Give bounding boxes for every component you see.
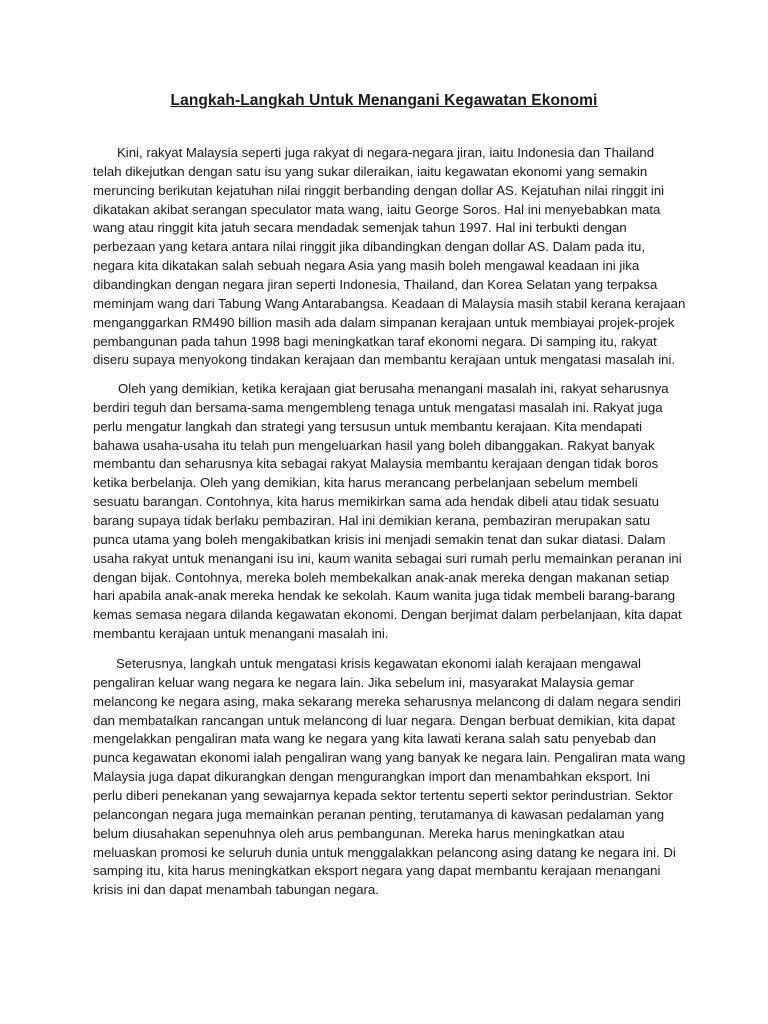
paragraph-line: perbezaan yang ketara antara nilai ringgit jika dibandingkan dengan dollar AS. Dalam pada itu, bbox=[93, 239, 646, 255]
paragraph-line: berdiri teguh dan bersama-sama mengembleng tenaga untuk mengatasi masalah ini. Rakyat juga bbox=[93, 399, 663, 415]
paragraph-line: pembangunan pada tahun 1998 bagi meningkatkan taraf ekonomi negara. Di samping itu, rakyat bbox=[93, 333, 657, 349]
paragraph-line: melancong ke negara asing, maka sekarang mereka seharusnya melancong di dalam negara sendiri bbox=[93, 693, 681, 709]
paragraph-line: meluaskan promosi ke seluruh dunia untuk menggalakkan pelancong asing datang ke negara ini. Di bbox=[93, 844, 676, 860]
paragraph-line: Oleh yang demikian, ketika kerajaan giat berusaha menangani masalah ini, rakyat seharusnya bbox=[118, 381, 669, 396]
paragraph-line: bahawa usaha-usaha itu telah pun mengeluarkan hasil yang boleh dibanggakan. Rakyat banyak bbox=[93, 437, 655, 453]
paragraph-line: mengelakkan pengaliran mata wang ke negara yang kita lawati kerana salah satu penyebab dan bbox=[93, 731, 657, 747]
paragraph-line: krisis ini dan dapat menambah tabungan negara. bbox=[93, 882, 379, 898]
paragraph-line: punca kegawatan ekonomi ialah pengaliran wang yang banyak ke negara lain. Pengaliran mata wang bbox=[93, 750, 686, 766]
paragraph-line: dengan bijak. Contohnya, mereka boleh membekalkan anak-anak mereka dengan makanan setiap bbox=[93, 569, 670, 585]
paragraph-line: Kini, rakyat Malaysia seperti juga rakyat di negara-negara jiran, iaitu Indonesia dan Thailand bbox=[117, 145, 655, 160]
paragraph-line: samping itu, kita harus meningkatkan eksport negara yang dapat membantu kerajaan menangani bbox=[93, 863, 661, 879]
paragraph-line: Malaysia juga dapat dikurangkan dengan mengurangkan import dan menambahkan eksport. Ini bbox=[93, 769, 651, 785]
paragraph-line: Seterusnya, langkah untuk mengatasi krisis kegawatan ekonomi ialah kerajaan mengawal bbox=[116, 656, 641, 671]
paragraph-line: pengaliran keluar wang negara ke negara lain. Jika sebelum ini, masyarakat Malaysia gemar bbox=[93, 674, 634, 690]
paragraph-line: perlu diberi penekanan yang sewajarnya kepada sektor tertentu seperti sektor perindustrian. Sektor bbox=[93, 787, 673, 803]
paragraph-line: kemas semasa negara dilanda kegawatan ekonomi. Dengan berjimat dalam perbelanjaan, kita dapat bbox=[93, 607, 682, 623]
paragraph-line: punca utama yang boleh mengakibatkan krisis ini menjadi semakin tenat dan sukar diatasi. Dalam bbox=[93, 531, 666, 547]
paragraph-line: wang atau ringgit kita jatuh secara mendadak semenjak tahun 1997. Hal ini terbukti dengan bbox=[93, 220, 627, 236]
paragraph-line: dibandingkan dengan negara jiran seperti Indonesia, Thailand, dan Korea Selatan yang terpaksa bbox=[93, 276, 658, 292]
paragraph-line: diseru supaya menyokong tindakan kerajaan dan membantu kerajaan untuk mengatasi masalah ini. bbox=[93, 352, 676, 368]
paragraph-line: hari apabila anak-anak mereka hendak ke sekolah. Kaum wanita juga tidak membeli barang-barang bbox=[93, 588, 676, 604]
paragraph-line: meminjam wang dari Tabung Wang Antarabangsa. Keadaan di Malaysia masih stabil kerana kerajaan bbox=[93, 295, 686, 311]
paragraph-line: belum diusahakan sepenuhnya oleh arus pembangunan. Mereka harus meningkatkan atau bbox=[93, 825, 625, 841]
document-title: Langkah-Langkah Untuk Menangani Kegawatan Ekonomi bbox=[170, 92, 598, 109]
paragraph-line: membantu dan seharusnya kita sebagai rakyat Malaysia membantu kerajaan dengan tidak boros bbox=[93, 456, 659, 472]
paragraph-line: dan membatalkan rancangan untuk melancong di luar negara. Dengan berbuat demikian, kita dapat bbox=[93, 712, 676, 728]
paragraph-line: membantu kerajaan untuk menangani masalah ini. bbox=[93, 626, 389, 642]
paragraph-line: telah dikejutkan dengan satu isu yang sukar dileraikan, iaitu kegawatan ekonomi yang semakin bbox=[93, 163, 648, 179]
paragraph-line: negara kita dikatakan salah sebuah negara Asia yang masih boleh mengawal keadaan ini jika bbox=[93, 258, 640, 274]
paragraph-line: perlu mengatur langkah dan strategi yang tersusun untuk membantu kerajaan. Kita mendapati bbox=[93, 418, 643, 434]
paragraph-line: ketika berbelanja. Oleh yang demikian, kita harus merancang perbelanjaan sebelum membeli bbox=[93, 475, 638, 491]
paragraph-line: sesuatu barangan. Contohnya, kita harus memikirkan sama ada hendak dibeli atau tidak sesuatu bbox=[93, 494, 659, 510]
paragraph-line: meruncing berikutan kejatuhan nilai ringgit berbanding dengan dollar AS. Kejatuhan nilai ringgit ini bbox=[93, 182, 665, 198]
paragraph-line: usaha rakyat untuk menangani isu ini, kaum wanita sebagai suri rumah perlu memainkan peranan ini bbox=[93, 550, 682, 566]
paragraph-line: menganggarkan RM490 billion masih ada dalam simpanan kerajaan untuk membiayai projek-projek bbox=[93, 314, 675, 330]
paragraph-line: pelancongan negara juga memainkan peranan penting, terutamanya di kawasan pedalaman yang bbox=[93, 806, 665, 822]
paragraph-line: barang supaya tidak berlaku pembaziran. Hal ini demikian kerana, pembaziran merupakan satu bbox=[93, 512, 651, 528]
paragraph-line: dikatakan akibat serangan speculator mata wang, iaitu George Soros. Hal ini menyebabkan mata bbox=[93, 201, 661, 217]
